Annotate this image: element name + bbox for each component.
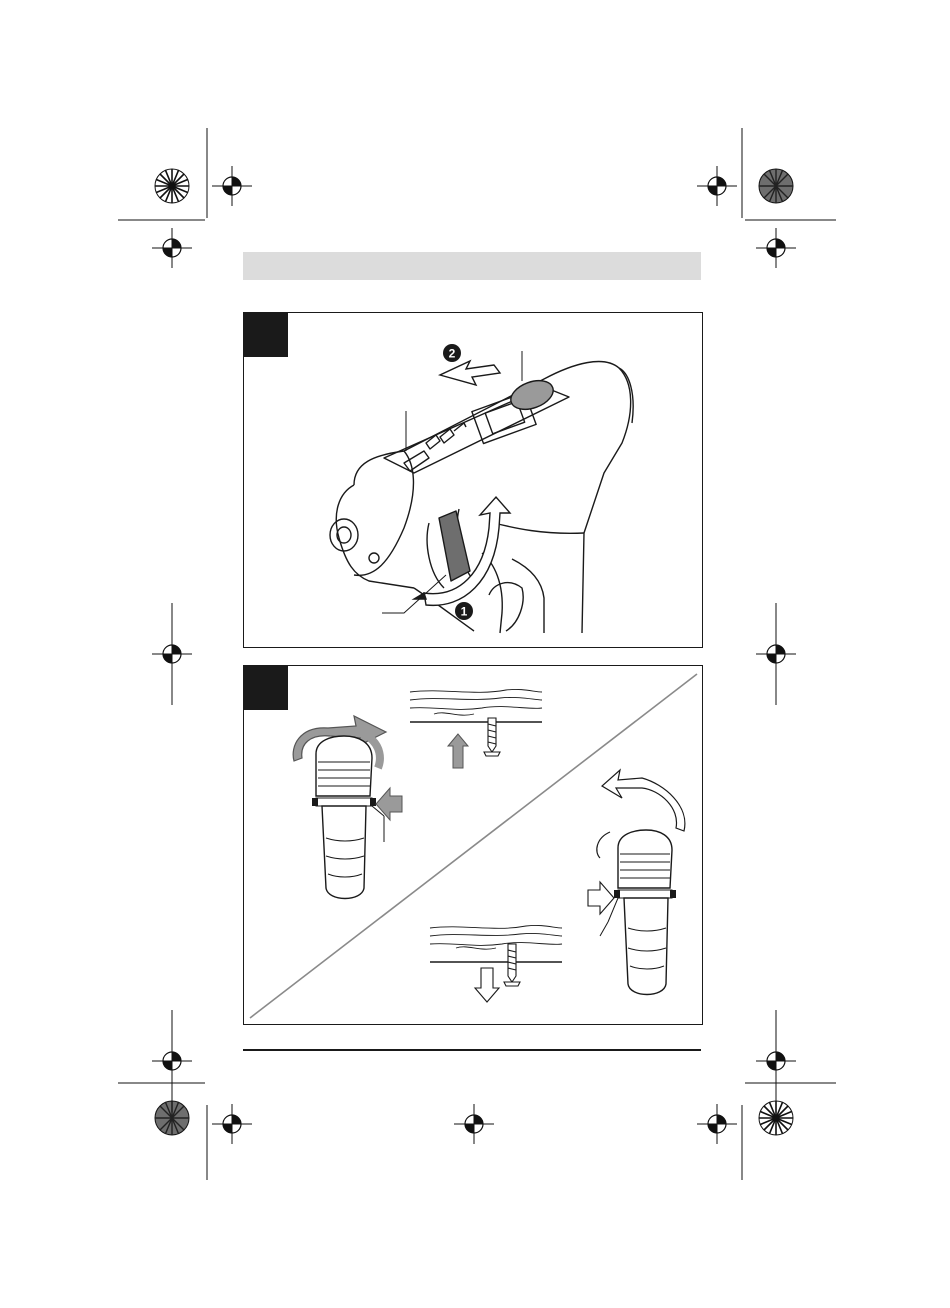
step-marker-2 (443, 344, 461, 362)
color-target-icon (759, 169, 793, 203)
footer-rule (243, 1049, 701, 1051)
push-arrow-icon (588, 882, 614, 914)
push-arrow-icon (376, 788, 402, 820)
svg-text:1: 1 (460, 604, 468, 619)
arrow-down-icon (475, 968, 499, 1002)
figure-2 (243, 665, 703, 1025)
tool-top-view-left (293, 716, 402, 899)
tool-top-view-right (588, 770, 685, 995)
rotation-direction-illustration (244, 666, 704, 1026)
arrow-up-icon (448, 734, 468, 768)
screw-out-illustration (430, 925, 562, 1002)
figure-1 (243, 312, 703, 648)
screw-in-illustration (410, 689, 542, 768)
svg-text:2: 2 (448, 346, 456, 361)
color-target-icon (155, 169, 189, 203)
counter-clockwise-arrow-icon (602, 770, 685, 831)
screwdriver-illustration (244, 313, 704, 649)
header-band (243, 252, 701, 280)
step-marker-1 (455, 602, 473, 620)
